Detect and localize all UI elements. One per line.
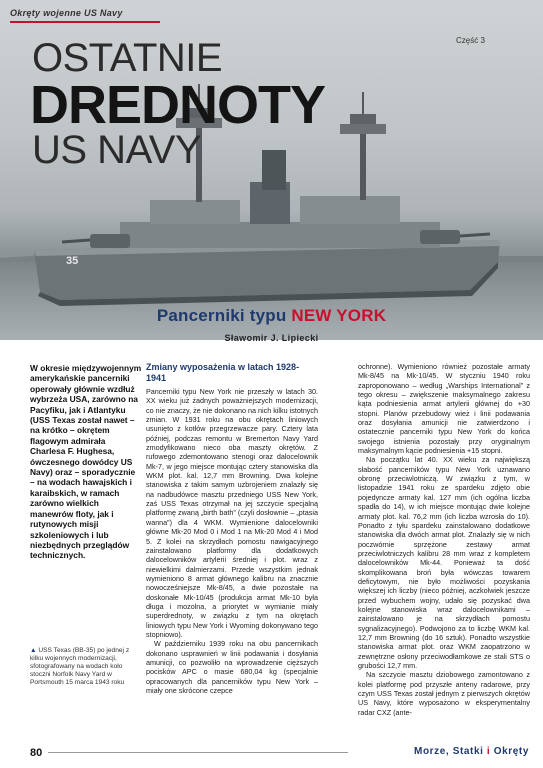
article-column-2 [358,362,530,717]
footer-rule [48,752,348,753]
brand-word-2: Statki [452,746,484,757]
title-line-2: DREDNOTY [30,75,326,135]
photo-caption [30,647,142,687]
section-rule [10,21,160,23]
arrow-up-icon: ▲ [30,647,37,654]
caption-text: USS Texas (BB-35) po jednej z kilku wojennych modernizacji, sfotografowany na wodach koło stoczni Norfolk Navy Yard w Portsmouth 15 marca 1943 roku [30,647,130,686]
title-line-1: OSTATNIE [32,36,223,80]
article-heading: Zmiany wyposażenia w latach 1928-1941 [146,362,300,383]
lead-paragraph: W okresie międzywojennym amerykańskie pancerniki operowały głównie wzdłuż wybrzeża USA, zarówno na Pacyfiku, jak i Atlantyku (USS Texas został nawet – na krótko – okrętem flagowym admirała Charlesa F. Hughesa, ówczesnego dowódcy US Navy) oraz – sporadycznie – na wodach hawajskich i karaibskich, w ramach zarówno wielkich manewrów floty, jak i rutynowych misji szkoleniowych i lub niezbędnych przeglądów technicznych. [30,363,142,561]
subtitle [0,306,543,326]
brand-separator: i [486,746,491,757]
magazine-brand [414,746,529,757]
subtitle-main: Pancerniki typu [156,306,287,325]
hull-number: 35 [66,255,79,267]
title-line-3: US NAVY [32,128,202,172]
article-column-1 [146,362,318,695]
article-paragraph: W październiku 1939 roku na obu pancernikach dokonano usprawnień w linii podawania i dosyłania amunicji, co pozwoliło na wprowadzenie cięższych pocisków APC o masie 680,04 kg (specjalnie opracowanych dla pancerników typu New York – miały one skrócone czepce [146,639,318,695]
article-paragraph: Na szczycie masztu dziobowego zamontowano z kolei platformę pod przyszłe anteny radarowe, przy czym USS Texas został jednym z pierwszych okrętów US Navy, które wyposażono w eksperymentalny radar CXZ (ante- [358,670,530,717]
page-number: 80 [30,747,43,759]
brand-word-3: Okręty [493,746,529,757]
section-label: Okręty wojenne US Navy [10,8,123,18]
article-paragraph: Na początku lat 40. XX wieku za największą słabość pancerników typu New York uznawano obronę przeciwlotniczą. W związku z tym, w listopadzie 1941 roku ze spardeku zdjęto obie pojedyncze armaty kal. 127 mm (ich ogólna liczba spadła do 14), w ich miejsce montując dwie kolejne armaty plot. kal. 76,2 mm (ich liczba wzrosła do 10). Ponadto z tyłu spardeku zainstalowano dodatkowe stanowiska dla dwóch armat plot. Znalazły się w nich poczwórnie sprzężone zestawy armat przeciwlotniczych kalibru 28 mm wraz z kompletem dalocelowników Mk-44. Ponieważ ta dość skomplikowana broń była wówczas towarem deficytowym, nie było możliwości pozyskania większej ich liczby (nieco później, aczkolwiek jeszcze przed wybuchem wojny, udało się pozyskać dwa kolejne stanowiska wraz dalocelownikami – zainstalowano je na skrzydłach pomostu sygnalizacyjnego). Podwojono za to liczbę WKM kal. 12,7 mm Browning (do 16 sztuk). Ponadto wszystkie stanowiska armat plot. oraz WKM zaopatrzono w zewnętrzne osłony przeciwodłamkowe ze stali STS o grubości 12,7 mm. [358,455,530,670]
brand-word-1: Morze, [414,746,450,757]
article-paragraph: Pancerniki typu New York nie przeszły w latach 30. XX wieku już żadnych poważniejszych modernizacji, co nie znaczy, że nie dokonano na nich kilku istotnych zmian. W 1931 roku na obu okrętach liniowych usunięto z kotłów przegrzewacze pary. Cztery lata później, podczas remontu w Bremerton Navy Yard zmodyfikowano nieco oba maszty okrętów. Z rufowego zdemontowano stenogi oraz dalocelownik Mk-7, w jego miejsce montując cztery stanowiska dla WKM plot. kal. 12,7 mm Browning. Dwa kolejne stanowiska z takim samym uzbrojeniem znalazły się na nadbudówce masztu przedniego USS New York, zaś USS Texas otrzymał na jej szczycie specjalną platformę zwaną „birth bath” (czyli dosłownie – „ptasia wanna”) dla 4 WKM. Wymienione dalocelowniki główne Mk-20 Mod 0 i Mod 1 na Mk-20 Mod 4 i Mod 5. Z kolei na skrzydłach pomostu nawigacyjnego zainstalowano platformy dla dodatkowych dalocelowników artylerii średniej i plot. wraz z niewielkimi dalmierzami. Przede wszystkim jednak wymieniono 8 armat głównego kalibru na znacznie nowocześniejsze Mk-8/45, a dwie pozostałe na doskonałe Mk-10/45 (produkcja armat Mk-10 była długa i mozolna, a priorytet w wymianie miały superdrednoty, w związku z tym na okrętach liniowych typu New York i Wyoming dokonywano tego stopniowo). [146,387,318,639]
article-paragraph: ochronne). Wymieniono również pozostałe armaty Mk-8/45 na Mk-10/45. W styczniu 1940 roku zaproponowano – według „Warships International” z tego okresu – zwiększenie maksymalnego zakresu kąta podniesienia armat artylerii głównej do +30 stopni. Planów przebudowy wież i linii podawania oraz dosyłania amunicji nie zatwierdzono i ostatecznie pancerniki typu New York do końca swojego istnienia pozostały przy oryginalnym maksymalnym kącie podniesienia +15 stopni. [358,362,530,456]
part-label: Część 3 [456,36,485,45]
author-byline: Sławomir J. Lipiecki [224,333,319,343]
subtitle-highlight: NEW YORK [291,306,387,325]
